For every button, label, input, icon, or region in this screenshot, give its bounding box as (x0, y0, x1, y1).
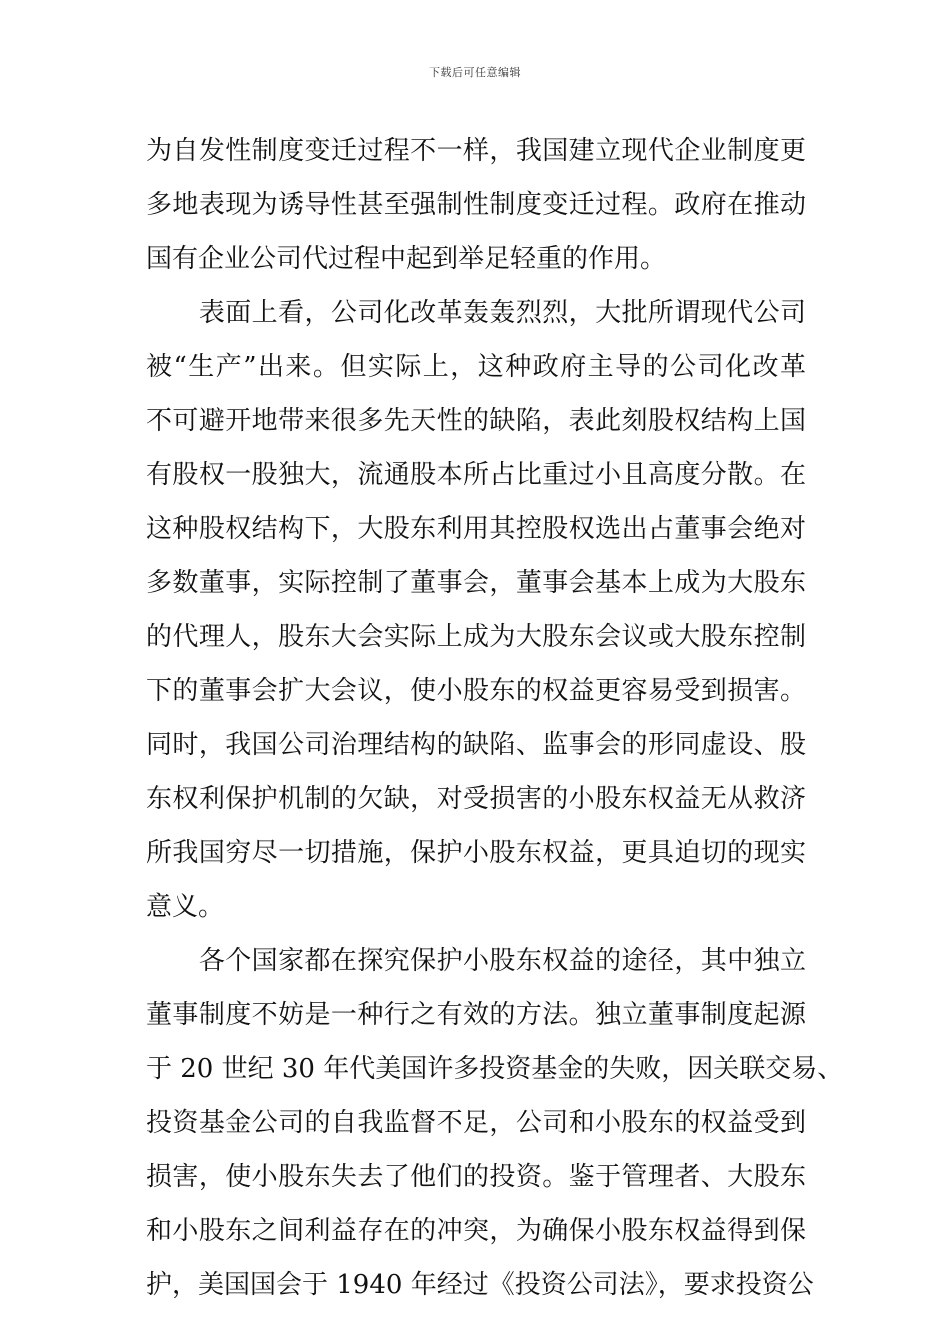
text-line: 各个国家都在探究保护小股东权益的途径，其中独立 (146, 946, 806, 976)
text-line: 多数董事，实际控制了董事会，董事会基本上成为大股东 (146, 568, 806, 598)
text-line: 所我国穷尽一切措施，保护小股东权益，更具迫切的现实 (146, 838, 806, 868)
text-line: 董事制度不妨是一种行之有效的方法。独立董事制度起源 (146, 1000, 806, 1030)
body-text (146, 124, 844, 1312)
text-line: 投资基金公司的自我监督不足，公司和小股东的权益受到 (146, 1108, 806, 1138)
text-line: 为自发性制度变迁过程不一样，我国建立现代企业制度更 (146, 136, 806, 166)
text-line: 和小股东之间利益存在的冲突，为确保小股东权益得到保 (146, 1216, 806, 1246)
text-line: 国有企业公司代过程中起到举足轻重的作用。 (146, 244, 667, 274)
text-line: 下的董事会扩大会议，使小股东的权益更容易受到损害。 (146, 676, 806, 706)
text-line: 多地表现为诱导性甚至强制性制度变迁过程。政府在推动 (146, 190, 806, 220)
text-line: 表面上看，公司化改革轰轰烈烈，大批所谓现代公司 (146, 298, 806, 328)
text-line: 被“生产”出来。但实际上，这种政府主导的公司化改革 (146, 352, 806, 382)
text-line: 意义。 (146, 892, 225, 922)
text-line: 的代理人，股东大会实际上成为大股东会议或大股东控制 (146, 622, 806, 652)
text-line: 东权利保护机制的欠缺，对受损害的小股东权益无从救济 (146, 784, 806, 814)
header-note: 下载后可任意编辑 (429, 66, 521, 79)
text-line: 同时，我国公司治理结构的缺陷、监事会的形同虚设、股 (146, 730, 806, 760)
text-line: 损害，使小股东失去了他们的投资。鉴于管理者、大股东 (146, 1162, 806, 1192)
text-line: 不可避开地带来很多先天性的缺陷，表此刻股权结构上国 (146, 406, 806, 436)
text-line: 于 20 世纪 30 年代美国许多投资基金的失败，因关联交易、 (146, 1054, 844, 1084)
text-line: 有股权一股独大，流通股本所占比重过小且高度分散。在 (146, 460, 806, 490)
text-line: 这种股权结构下，大股东利用其控股权选出占董事会绝对 (146, 514, 806, 544)
text-line: 护，美国国会于 1940 年经过《投资公司法》，要求投资公 (146, 1270, 814, 1300)
